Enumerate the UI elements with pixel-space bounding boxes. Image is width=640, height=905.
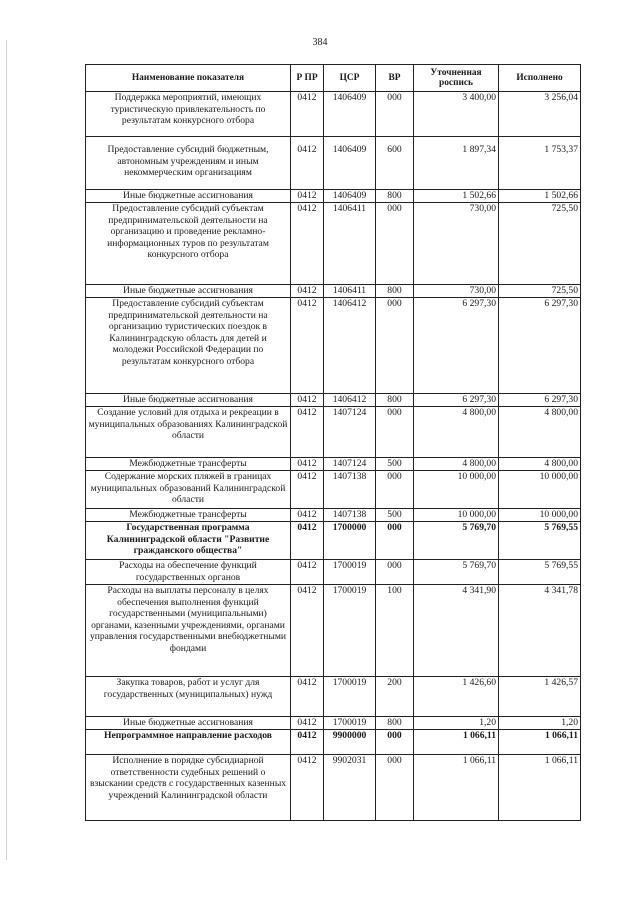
- row-vr: 000: [376, 471, 414, 509]
- row-rpr: 0412: [291, 92, 324, 137]
- table-row: [86, 298, 581, 394]
- row-rpr: 0412: [291, 285, 324, 298]
- row-planned: 4 800,00: [414, 407, 499, 458]
- table-row: [86, 522, 581, 560]
- row-executed: 6 297,30: [499, 298, 581, 394]
- row-rpr: 0412: [291, 677, 324, 717]
- row-csr: 1406411: [324, 285, 376, 298]
- row-planned: 730,00: [414, 285, 499, 298]
- header-vr: ВР: [376, 65, 414, 92]
- row-name: Иные бюджетные ассигнования: [86, 285, 291, 298]
- header-planned: Уточненная роспись: [414, 65, 499, 92]
- row-rpr: 0412: [291, 717, 324, 730]
- row-vr: 800: [376, 394, 414, 407]
- row-planned: 1 066,11: [414, 730, 499, 755]
- row-planned: 730,00: [414, 203, 499, 285]
- row-planned: 10 000,00: [414, 509, 499, 522]
- row-planned: 5 769,70: [414, 522, 499, 560]
- row-vr: 000: [376, 92, 414, 137]
- row-planned: 1 502,66: [414, 190, 499, 203]
- row-rpr: 0412: [291, 585, 324, 677]
- table-row: [86, 677, 581, 717]
- row-planned: 4 341,90: [414, 585, 499, 677]
- row-name: Предоставление субсидий субъектам предпринимательской деятельности на организацию туристических поездок в Калининградскую область для детей и молодежи Российской Федерации по результатам конкурсного отбора: [86, 298, 291, 394]
- row-rpr: 0412: [291, 298, 324, 394]
- row-executed: 5 769,55: [499, 560, 581, 585]
- table-row: [86, 458, 581, 471]
- row-planned: 1 426,60: [414, 677, 499, 717]
- table-row: [86, 190, 581, 203]
- row-csr: 1406409: [324, 190, 376, 203]
- row-csr: 1406409: [324, 137, 376, 190]
- row-csr: 1407138: [324, 471, 376, 509]
- table-row: [86, 407, 581, 458]
- row-csr: 1407138: [324, 509, 376, 522]
- row-vr: 500: [376, 509, 414, 522]
- table-row: [86, 755, 581, 821]
- row-name: Поддержка мероприятий, имеющих туристическую привлекательность по результатам конкурсного отбора: [86, 92, 291, 137]
- row-name: Предоставление субсидий субъектам предпринимательской деятельности на организацию и проведение рекламно-информационных туров по результатам конкурсного отбора: [86, 203, 291, 285]
- row-rpr: 0412: [291, 137, 324, 190]
- header-csr: ЦСР: [324, 65, 376, 92]
- row-csr: 1407124: [324, 407, 376, 458]
- row-executed: 1 426,57: [499, 677, 581, 717]
- row-vr: 000: [376, 730, 414, 755]
- table-row: [86, 394, 581, 407]
- table-row: [86, 137, 581, 190]
- row-vr: 500: [376, 458, 414, 471]
- row-planned: 5 769,70: [414, 560, 499, 585]
- row-vr: 800: [376, 717, 414, 730]
- row-executed: 1 502,66: [499, 190, 581, 203]
- row-executed: 1 753,37: [499, 137, 581, 190]
- row-rpr: 0412: [291, 560, 324, 585]
- row-rpr: 0412: [291, 471, 324, 509]
- row-vr: 000: [376, 755, 414, 821]
- row-planned: 6 297,30: [414, 394, 499, 407]
- header-executed: Исполнено: [499, 65, 581, 92]
- row-planned: 3 400,00: [414, 92, 499, 137]
- row-name: Создание условий для отдыха и рекреации в муниципальных образованиях Калининградской области: [86, 407, 291, 458]
- row-executed: 4 341,78: [499, 585, 581, 677]
- table-row: [86, 471, 581, 509]
- row-name: Иные бюджетные ассигнования: [86, 394, 291, 407]
- row-vr: 000: [376, 522, 414, 560]
- row-executed: 10 000,00: [499, 509, 581, 522]
- row-rpr: 0412: [291, 394, 324, 407]
- row-csr: 1406412: [324, 394, 376, 407]
- row-vr: 600: [376, 137, 414, 190]
- row-rpr: 0412: [291, 190, 324, 203]
- row-executed: 4 800,00: [499, 458, 581, 471]
- row-name: Предоставление субсидий бюджетным, автономным учреждениям и иным некоммерческим организациям: [86, 137, 291, 190]
- row-name: Расходы на выплаты персоналу в целях обеспечения выполнения функций государственными (муниципальными) органами, казенными учреждениями, органами управления государственными внебюджетными фондами: [86, 585, 291, 677]
- row-planned: 1 066,11: [414, 755, 499, 821]
- row-name: Межбюджетные трансферты: [86, 458, 291, 471]
- row-rpr: 0412: [291, 458, 324, 471]
- row-rpr: 0412: [291, 730, 324, 755]
- row-vr: 200: [376, 677, 414, 717]
- row-csr: 1700019: [324, 717, 376, 730]
- row-csr: 1700019: [324, 677, 376, 717]
- row-name: Непрограммное направление расходов: [86, 730, 291, 755]
- row-executed: 3 256,04: [499, 92, 581, 137]
- row-name: Содержание морских пляжей в границах муниципальных образований Калининградской области: [86, 471, 291, 509]
- row-vr: 000: [376, 203, 414, 285]
- scan-margin-line: [6, 40, 7, 860]
- row-vr: 800: [376, 190, 414, 203]
- table-row: [86, 560, 581, 585]
- header-rpr: Р ПР: [291, 65, 324, 92]
- table-row: [86, 509, 581, 522]
- row-name: Закупка товаров, работ и услуг для государственных (муниципальных) нужд: [86, 677, 291, 717]
- row-planned: 1 897,34: [414, 137, 499, 190]
- row-csr: 1407124: [324, 458, 376, 471]
- row-csr: 1406411: [324, 203, 376, 285]
- row-csr: 1406409: [324, 92, 376, 137]
- row-planned: 4 800,00: [414, 458, 499, 471]
- table-header-row: [86, 65, 581, 92]
- row-csr: 1700019: [324, 560, 376, 585]
- row-rpr: 0412: [291, 755, 324, 821]
- row-vr: 800: [376, 285, 414, 298]
- row-csr: 1406412: [324, 298, 376, 394]
- row-vr: 000: [376, 298, 414, 394]
- row-rpr: 0412: [291, 203, 324, 285]
- table-row: [86, 585, 581, 677]
- page-number: 384: [312, 37, 328, 48]
- row-csr: 1700000: [324, 522, 376, 560]
- row-executed: 1 066,11: [499, 755, 581, 821]
- row-executed: 725,50: [499, 203, 581, 285]
- row-executed: 5 769,55: [499, 522, 581, 560]
- row-vr: 000: [376, 560, 414, 585]
- row-csr: 1700019: [324, 585, 376, 677]
- row-rpr: 0412: [291, 407, 324, 458]
- budget-table: [85, 64, 581, 821]
- row-name: Расходы на обеспечение функций государственных органов: [86, 560, 291, 585]
- row-csr: 9902031: [324, 755, 376, 821]
- row-name: Межбюджетные трансферты: [86, 509, 291, 522]
- table-row: [86, 92, 581, 137]
- row-planned: 10 000,00: [414, 471, 499, 509]
- header-name: Наименование показателя: [86, 65, 291, 92]
- row-executed: 725,50: [499, 285, 581, 298]
- table-row: [86, 730, 581, 755]
- row-name: Иные бюджетные ассигнования: [86, 190, 291, 203]
- table-row: [86, 285, 581, 298]
- row-planned: 6 297,30: [414, 298, 499, 394]
- row-executed: 1 066,11: [499, 730, 581, 755]
- row-executed: 1,20: [499, 717, 581, 730]
- row-name: Иные бюджетные ассигнования: [86, 717, 291, 730]
- row-executed: 6 297,30: [499, 394, 581, 407]
- row-vr: 000: [376, 407, 414, 458]
- row-csr: 9900000: [324, 730, 376, 755]
- row-executed: 10 000,00: [499, 471, 581, 509]
- row-vr: 100: [376, 585, 414, 677]
- row-name: Исполнение в порядке субсидиарной ответственности судебных решений о взыскании средств с государственных казенных учреждений Калининградской области: [86, 755, 291, 821]
- row-rpr: 0412: [291, 522, 324, 560]
- row-rpr: 0412: [291, 509, 324, 522]
- table-row: [86, 717, 581, 730]
- table-row: [86, 203, 581, 285]
- row-executed: 4 800,00: [499, 407, 581, 458]
- row-planned: 1,20: [414, 717, 499, 730]
- row-name: Государственная программа Калининградской области "Развитие гражданского общества": [86, 522, 291, 560]
